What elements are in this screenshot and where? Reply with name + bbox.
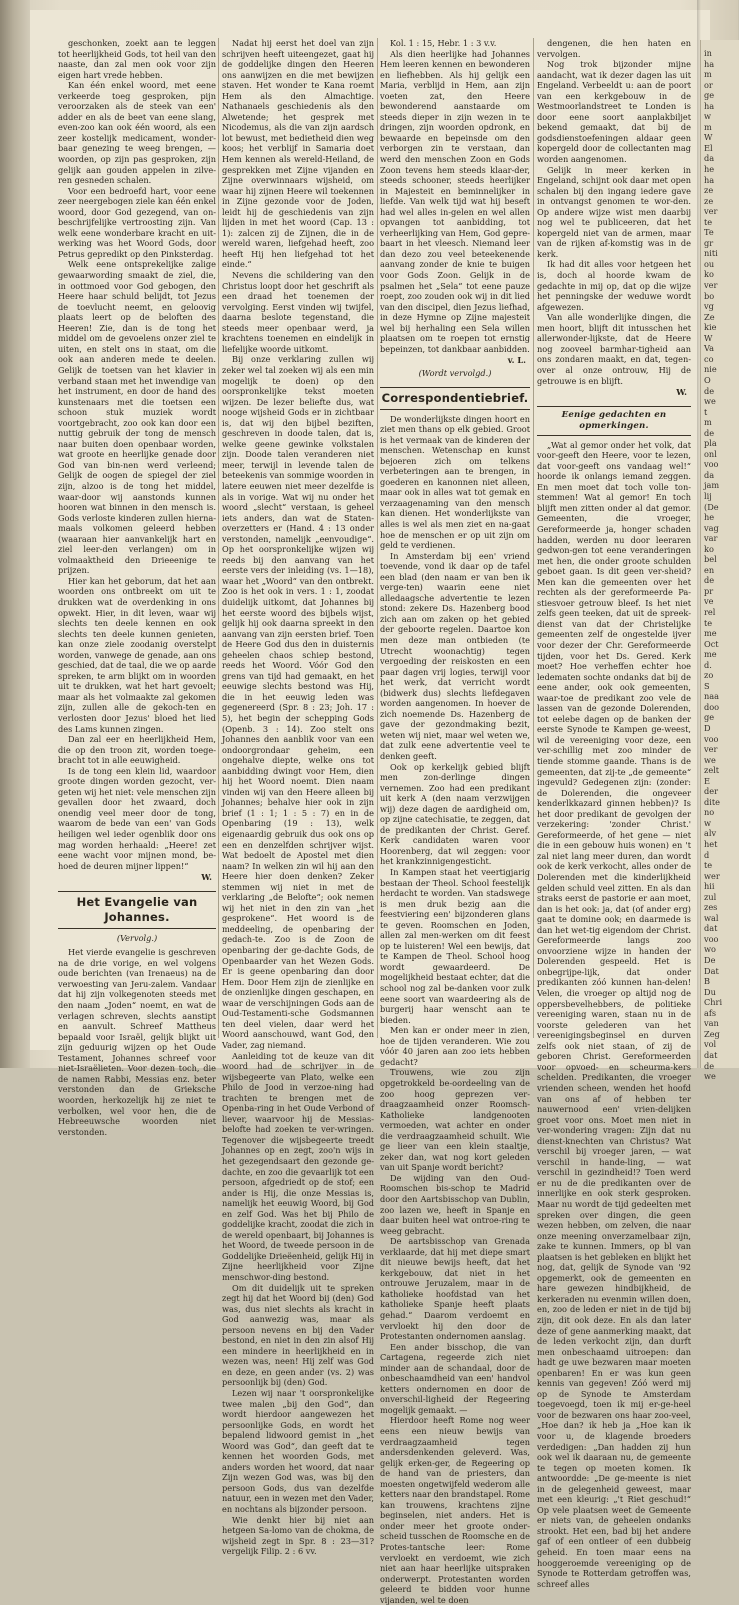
column-3-body-2 [380,414,530,1605]
column-1-body [58,38,216,871]
paragraph: In Amsterdam bij een' vriend toevende, vond ik daar op de tafel een blad (den naam er van ben ik verge-ten) waarin eene niet alledaagsche advertentie te lezen stond: zekere Ds. Hazenberg bood zich aan om zaken op het gebied der geboorte regelen. Daartoe kon men deze man ontbieden (te Utrecht woonachtig) tegen vergoeding der reiskosten en een paar dagen vrij logies, terwijl voor het werk, dat verricht wordt (bidwerk dus) slechts liefdegaven worden aangenomen. In hoever de zich noemende Ds. Hazenberg de gave der gezondmaking bezit, weten wij niet, maar wel weten we, dat zulk eene advertentie veel te denken geeft. [380,551,530,762]
paragraph: Is de tong een klein lid, waardoor groote dingen worden gezocht, ver-geten wij het niet: vele menschen zijn gevallen door het zwaard, doch onendig veel meer door de tong, waarom de bede van een' van Gods heiligen wel ieder ogenblik door ons mag worden herhaald: „Heere! zet eene wacht voor mijnen mond, be-hoed de deuren mijner lippen!“ [58,766,216,871]
paragraph: Aanleiding tot de keuze van dit woord had de schrijver in de wijsbegeerte van Plato, welke een Philo de Jood in verzoe-ning had trachten te brengen met de Openba-ring in het Oude Verbond of liever, waarvoor hij de Messias-belofte had zoeken te ver-wringen. Tegenover die wijsbegeerte treedt Johannes op en zegt, zoo'n wijs in het gezegendsaart den gezonde ge-dachte, en zoo die gevaarlijk tot een persoon, afgedriedt op de stof; een ander is Hij, die onze Messias is, namelijk het eeuwig Woord, bij God en zelf God. Was het bij Philo de goddelijke kracht, zoodat die zich in de wereld openbaart, bij Johannes is het Woord, de tweede persoon in de Goddelijke Drieëenheid, gelijk Hij in Zijne heerlijkheid voor Zijne menschwor-ding bestond. [222,1051,374,1283]
column-rule [377,38,378,1038]
article-heading: Correspondentiebrief. [380,387,530,410]
paragraph: Men kan er onder meer in zien, hoe de tijden veranderen. Wie zou vóór 40 jaren aan zoo iets hebben gedacht? [380,1025,530,1067]
adjacent-page-text: in ha m or ge ha w m W El da he ha ze ze ver te Te gr niti ou ko ver bo vg Ze kie W Va co nie O de we t m de pla onl voo da jam lij (De he vag var ko bel en de pr ve rel te me Oct me d. zo S naa doo ge D voo ver we zelt E der dite no w alv het d te wer hii zul zes wal dat voo wo De Dat B Du Chri afs van Zeg vol dat de we [704,48,734,1082]
paragraph: Om dit duidelijk uit te spreken zegt hij dat het Woord bij (den) God was, dus niet slechts als kracht in God aanwezig was, maar als persoon nevens en bij den Vader bestond, en niet in den zin alsof Hij een mindere in heerlijkheid en in wezen was, neen! Hij zelf was God en deze, en geen ander (vs. 2) was persoonlijk bij (den) God. [222,1283,374,1388]
paragraph: Kol. 1 : 15, Hebr. 1 : 3 v.v. [380,38,530,49]
article-heading: Het Evangelie van Johannes. [58,891,216,929]
paragraph: Hier kan het geborum, dat het aan woorden ons ontbreekt om uit te drukken wat de overdenking in ons opwekt. Hier, in dit leven, waar wij slechts ten deele kennen en ook slechts ten deele kunnen genieten, kan onze ziele zoodanig overstelpt worden, vanwege de genade, aan ons geschied, dat de taal, die we op aarde spreken, te arm blijkt om in woorden uit te drukken, wat het hart gevoelt; maar als het volmaakte zal gekomen zijn, zullen alle de gekoch-ten en verlosten door Jezus' bloed het lied des Lams kunnen zingen. [58,576,216,734]
paragraph: „Wat al gemor onder het volk, dat voor-geeft den Heere, voor te lezen, dat voor-geeft ons vandaag wel!“ hoorde ik onlangs iemand zeggen. En men moet dat toch volle ton-stemmen! Wat al gemor! En toch blijft men zitten onder al dat gemor. Gemeenten, die vroeger, Gereformeerde ja, honger schaden hadden, werden nu door leeraren gedwon-gen tot eene veranderingen met hen, die onder groote schulden geboet gaan. Is dit geen ver-sheid? Men kan die gemeenten over het rechten als der gereformeerde Pa-stiesvoer getrouw bleef. Is het niet zelfs geen teeken, dat uit de spreek-dienst van dat der Christelijke gemeenten zelf de ongestelde ijver voor dezer der Chr. Gereformeerde tijden, voor het Ds. Gered. Kerk moet? Hoe verheffen echter hoe ledematen sochte ondanks dat bij de eene ander, ook ook gemeenten, waar-toe de predikant zoo vele de lassen van de gezonde Dolerenden, tot eelebe dagen op de banken der eerste Synode te Kampen ge-weest, wil de vereeniging voor deze, een ver-schillig met zoo minder de tiende stomme gaande. Thans is de gemeenten, dat zij-te „de gemeente“ ingevuld? Gedegenen zijn: (zonder: de Dolerenden, die ongeveer kenderlkkazard ginnen hebben)? Is het door predikant de gevolgen der verzekering: 'zonder Christ.' Gereformeerde, of het gene — niet die in een gebouw huis wonen) en 't zal niet lang meer duren, dan wordt ook de kerk verkocht, alles onder de Dolerenden met die kinderlijkheid gelden schuld veel zitten. En als dan straks eerst de pastorie er aan moet, dan is het ook: ja, dat (of ander erg) gaat te domine ook; en daarmede is dan het wet-tig eigendom der Christ. Gereformeerde langs zoo onvoorziene wijze in handen der Dolerenden gespeeld. Het is onbegrijpe-lijk, dat onder predikanten zóó kunnen han-delen! Velen, die vroeger op altijd nog de oppersbevelhebbers, de politieke vereeniging waren, staan nu in de voorste gelederen van het vereenigingsbeginsel en durven zelfs ook niet staan, of zij de geboren Christ. Gereformeerden voor opvoed- en scheurma-kers schelden. Predikanten, die vroeger vrienden scheen, wenden het hoofd van ons af of hebben ter nauwernood een' vrien-delijken groet voor ons. Moet men niet in ver-wondering vragen: Zijn dat nu dienst-knechten van Christus? Wat verschil bij vroeger jaren, — wat verschil in hande-ling, — wat verschil in gezindheid!? Toen werd er nu de die predikanten over de innerlijke en ook sterk gesproken. Maar nu wordt de tijd gedeelten met spreken over dingen, die geen wezen hebben, om zelven, die naar onze meening onverzamelbaar zijn, zake te kunnen. Immers, op bl van plaatsen is het gebleken en blijkt het nog, dat, gelijk de Synode van '92 opgemerkt, ook de gemeenten en hare gewezen hindbijkheid, de kerkeraden nu evenmin willen doen, en, zoo de leden er niet in de tijd bij zijn, dit ook deze. En als dan later deze of gene aanmerking maakt, dat de leden verkocht zijn, dan durft men onbeschaamd uitroepen: dan hadt ge uwe bezwaren maar moeten openbaren! En er was kun geen kennis van gegeven! Zóó werd mij op de Synode te Amsterdam toegevoegd, toen ik mij er-ge-heel voor de bezwaren ons haar zoo-veel, „Hoe dan? ik heb ja „Hoe kan ik voor u, de klagende broeders verdedigen: „Dan hadden zij hun ook wel ik daaraan nu, de gemeente te tegen op moeten komen. Ik antwoordde: „De ge-meente is niet in de gelegenheid geweest, maar met een kleurig: „'t Riet geschud!“ Op vele plaatsen weet de Gemeente er niets van, de geheelen ondanks strookt. Het een, bad bij het andere gaf of een ontleer of een dubbeig geheid. En toen maar eens na hooggeroemde vereeniging op de Synode te Rotterdam getroffen was, schreef alles [537,440,691,1590]
paragraph: Nadat hij eerst het doel van zijn schrijven heeft uiteengezet, gaat hij de goddelijke dingen den Heeren ons aanwijzen en die met bewijzen staven. Het wonder te Kana roemt Hem als den Almachtige. Nathanaels geschiedenis als den Alwetende; het gesprek met Nicodemus, als die van zijn aardsch lot bewust, met bedietheid dien weg koos; het verblijf in Samaria doet Hem kennen als wereld-Heiland, de gesprekken met Zijne vijanden en Zijne overwinnaars wijsheid, om waar hij zijnen Heere wil toekennen in Zijne gezonde voor de Joden, leidt hij de geschiedenis van zijn lijden in met het woord (Cap. 13 : 1): zalcen zij de Zijnen, die in de wereld waren, liefgehad heeft, zoo heeft Hij hen liefgehad tot het einde.“ [222,38,374,270]
paragraph: Ik had dit alles voor hetgeen het is, doch al hoorde kwam de gedachte in mij op, dat op die wijze het penningske der weduwe wordt afgewezen. [537,259,691,312]
column-2 [222,38,374,1038]
adjacent-page-edge [700,40,739,1068]
paragraph: geschonken, zoekt aan te leggen tot heerlijkheid Gods, tot heil van den naaste, dan zal men ook voor zijn eigen hart vrede hebben. [58,38,216,80]
article-signature: W. [537,387,691,398]
paragraph: Als dien heerlijke had Johannes Hem leeren kennen en bewonderen en liefhebben. Als hij gelijk een Maria, verblijd in Hem, aan zijn voeten zat, den Heere bewonderend aanstaarde om steeds dieper in zijn wezen in te dringen, zijn woorden opdronk, en bewaarde en bepeinsde om den verborgen zin te verstaan, dan werd den menschen Zoon en Gods Zoon tevens hem steeds klaar-der, steeds schooner, steeds heerlijker in Majesteit en beminnelijker in liefde. Van welk tijd wat hij beseft had wel alles in-gelen en wel allen opvangen tot aanbidding, tot verheerlijking van Hem, God gepre-baart in het vleesch. Niemand leer dan dezo zou veel beteekenende aanvang zonder de knie te buigen voor Gods Zoon. Gelijk in de psalmen het „Sela“ tot eene pauze roept, zoo zouden ook wij in dit lied van den discipel, dien Jezus liefhad, in deze Hymne op Zijne majesteit wel bij herhaling een Sela willen plaatsen om te roepen tot ernstig bepeinzen, tot dankbaar aanbidden. [380,49,530,355]
continued-note: (Vervolg.) [58,933,216,944]
to-be-continued-note: (Wordt vervolgd.) [380,368,530,379]
binding-gutter [0,0,30,1068]
paragraph: De aartsbisschop van Grenada verklaarde, dat hij met diepe smart dit nieuwe bewijs heeft, dat het kerkgebouw, dat niet in het ontrouwe Jeruzalem, maar in de katholieke hoofdstad van het katholieke Spanje heeft plaats gehad.“ Daarom verdoemt en vervloekt hij den door de Protestanten ondernomen aanslag. [380,1236,530,1341]
paragraph: Wie denkt hier bij niet aan hetgeen Sa-lomo van de chokma, de wijsheid zegt in Spr. 8 : 23—31? vergelijk Filip. 2 : 6 vv. [222,1515,374,1557]
column-3-body [380,38,530,354]
paragraph: Van alle wonderlijke dingen, die men hoort, blijft dit intusschen het allerwonder-lijkste, dat de Heere nog zooveel barmhar-tigheid aan ons zondaren maakt, en dat, tegen-over al onze ontrouw, Hij de getrouwe is en blijft. [537,312,691,386]
paragraph: Hierdoor heeft Rome nog weer eens een nieuw bewijs van verdraagzaamheid tegen andersdenkenden geleverd. Was, gelijk erken-ger, de Regeering op de hand van de priesters, dan moesten ongetwijfeld wederom alle ketters naar den brandstapel. Rome kan trouwens, krachtens zijne beginselen, niet anders. Het is onder meer het groote onder-scheid tusschen de Roomsche en de Protes-tantsche leer: Rome vervloekt en verdoemt, wie zich niet aan haar heerlijke uitspraken onderwerpt. Protestanten worden geleerd te bidden voor hunne vijanden, wel te doen [380,1415,530,1605]
paragraph: Nog trok bijzonder mijne aandacht, wat ik dezer dagen las uit Engeland. Verbeeldt u: aan de poort van een kerkgebouw in de Westmoorlandstreet te Londen is door eene soort aanplakbiljet bekend gemaakt, dat bij de godsdienstoefeningen aldaar geen kopergeld door de collectanten mag worden aangenomen. [537,59,691,164]
article-heading: Eenige gedachten en opmerkingen. [537,406,691,436]
article-signature: W. [58,872,216,883]
article-signature: v. L. [380,355,530,366]
column-rule [533,38,534,1038]
paragraph: Het vierde evangelie is geschreven na de drie vorige, en wel volgens oude berichten (van Irenaeus) na de verwoesting van Jeru-zalem. Vandaar dat hij zijn volkegenoten steeds met den naam „Joden“ noemt, en wat de verlagen schreven, slechts aanstipt en aanvult. Schreef Mattheus bepaald voor Israël, gelijk blijkt uit zijn geduurig wijzen op het Oude Testament, Johannes schreef voor niet-Israëlieten. Voor dezen toch, die de namen Rabbi, Messias enz. beter verstonden dan de Grieksche woorden, herkozelijk hij ze niet te verbolken, wel voor hen, die de Hebreeuwsche woorden niet verstonden. [58,947,216,1137]
paragraph: Dan zal eer en heerlijkheid Hem, die op den troon zit, worden toege-bracht tot in alle eeuwigheid. [58,734,216,766]
column-3 [380,38,530,1038]
column-1-body-2 [58,947,216,1137]
paragraph: Gelijk in meer kerken in Engeland, schijnt ook daar met open schalen bij den ingang iedere gave in ontvangst genomen te wor-den. Op andere wijze wist men daarbij nog wel te publiceeren, dat het kopergeld niet van de armen, maar van de rijken af-komstig was in de kerk. [537,165,691,260]
paragraph: De wijding van den Oud-Roomschen bis-schop te Madrid door den Aartsbisschop van Dublin, zoo lazen we, heeft in Spanje en daar buiten heel wat ontroe-ring te weeg gebracht. [380,1173,530,1236]
paragraph: dengenen, die hen haten en vervolgen. [537,38,691,59]
column-2-body [222,38,374,1557]
paragraph: Een ander bisschop, die van Cartagena, regeerde zich niet minder aan de schandaal, door de onbeschaamdheid van een' handvol ketters ondernomen en door de onverschil-ligheid der Regeering mogelijk gemaakt. — [380,1342,530,1416]
column-rule [218,38,219,1038]
paragraph: Welk eene ontsprekelijke zalige gewaarwording smaakt de ziel, die, in oottmoed voor God gebogen, den Heere haar schuld belijdt, tot Jezus de toevlucht neemt, en geloovig plaats leert op de beloften des Heeren! Zie, dan is de tong het middel om de gevoelens onzer ziel te uiten, en stelt ons in staat, om die ook aan anderen mede te deelen. Gelijk de toetsen van het klavier in verband staan met het inwendige van het instrument, en door de hand des kunstenaars met die toetsen een schoon stuk muziek wordt voortgebracht, zoo ook kan door een nuttig gebruik der tong de mensch naar buiten doen openbaar worden, wat groote en heerlijke genade door God van bin-nen werd verleend; Gelijk de oogen de spiegel der ziel zijn, alzoo is de tong het middel, waar-door wij aanstonds kunnen hooren wat binnen in den mensch is. Gods verloste kinderen zullen hierna-maals volkomen geleerd hebben (waaraan hier aanvankelijk hart en ziel leer-den verlangen) om in volmaaktheid den Drieeenige te prijzen. [58,259,216,575]
paragraph: Bij onze verklaring zullen wij zeker wel tal zoeken wij als een min mogelijk te doen) op den oorspronkelijke tekst moeten wijzen. De lezer belieftе dus, wat nooge wijsheid Gods er in zichtbaar is, dat wij den bijbel beziften, geschreven in doode talen, dat is, welke geene gewinke volkstalen zijn. Doode talen veranderen niet meer, terwijl in levende talen de beteekenis van sommige woorden in latere eeuwen niet meer dezelfde is als in vorige. Wat wij nu onder het woord „slecht“ verstaan, is geheel iets anders, dan wat de Staten-overzetters er (Hand. 4 : 13 onder verstonden, namelijk „eenvoudige“. Op het oorspronkelijke wijzen wij reeds bij den aanvang van het eerste vers der inleiding (vs. 1—18), waar het „Woord“ van den ontbrekt. Zoo is het ook in vers. 1 : 1, zoodat duidelijk uitkomt, dat Johannes bij het eerste woord des bijbels wijst, gelijk hij ook daarna spreekt in den aanvang van zijn eersten brief. Toen de Heere God dus den in duisternis geheelen chaos schiep bestond, reeds het Woord. Vóór God den grens van tijd had gemaakt, en het eeuwige slechts bestond was Hij, die in het eeuwig leden was gegenereerd (Spr. 8 : 23; Joh. 17 : 5), het begin der schepping Gods (Openb. 3 : 14). Zoo stelt ons Johannes den aanblik voor van een ondoorgrondaar geheim, een ongehalve diepte, welke ons tot aanbidding dwingt voor Hem, dien hij het Woord noemt. Dien naam vinden wij van den Heere alleen bij Johannes; behalve hier ook in zijn brief (1 : 1; 1 : 5 : 7) en in de Openbaring (19 : 13), welk eigenaardig gebruik dus ook ons op een en denzelfden schrijver wijst. Wat bedoelt de Apostel met dien naam? In welken zin wil hij aan den Heere hier doen denken? Zeker stemmen wij niet in met de verklaring „de Belofte“; ook nemen wij het niet in den zin van „het gesprokene“. Het woord is de meddeeling, de openbaring der gedach-te. Zoo is de Zoon de openbaring der ge-dachte Gods, de Openbaarder van het Wezen Gods. Er is geene openbaring dan door Hem. Door Hem zijn de zienlijke en de onzienlijke dingen geschapen, en waar de verschijningen Gods aan de Oud-Testamenti-sche Godsmannen ten deel vielen, daar werd het Woord aanschouwd, want God, den Vader, zag niemand. [222,354,374,1050]
column-4-body [537,38,691,386]
paragraph: Nevens die schildering van den Christus loopt door het geschrift als een draad het toenemen der vervolging. Eerst vinden wij twijfel, daarna beslote tegenstand, die steeds meer openbaar werd, ja krachtens toenemen en eindelijk in liefelijke woorde uitkomt. [222,270,374,354]
column-1 [58,38,216,1038]
column-4 [537,38,691,1038]
paragraph: Lezen wij naar 't oorspronkelijke twee malen „bij den God“, dan wordt hierdoor aangewezen het persoonlijke Gods, en wordt het bepalend lidwoord gemist in „het Woord was God“, dan geeft dat te kennen het woorden Gods, met anders worden het woord, dat naar Zijn wezen God was, was bij den persoon Gods, dus van dezelfde natuur, een in wezen met den Vader, en nochtans als bijzonder persoon. [222,1388,374,1515]
paragraph: De wonderlijkste dingen hoort en ziet men thans op elk gebied. Groot is het vermaak van de kinderen der menschen. Wetenschap en kunst bejoeren zich om telkens verbeteringen aan te brengen, in goederen en kanonnen niet alleen, maar ook in alles wat tot gemak en verzaagenaming van den mensch kan dienen. Het wonderlijkste van alles is wel als men ziet en na-gaat hoe de menschen er op uit zijn om geld te verdienen. [380,414,530,551]
column-4-body-2 [537,440,691,1590]
paragraph: Voor een bedroefd hart, voor eene zeer neergebogen ziele kan één enkel woord, door God gezegend, van on-beschrijfelijke vertroosting zijn. Van welk eene wonderbare kracht en uit-werking was het Woord Gods, door Petrus gepredikt op den Pinksterdag. [58,186,216,260]
paragraph: Trouwens, wie zou zijn opgetrokkeld be-oordeeling van de zoo hoog geprezen ver-draagzaamheid onzer Roomsch-Katholieke landgenooten vermoeden, wat achter en onder die verdraagzaamheid schuilt. Wie ge lieer van een klein staaltje, zeker dan, wat nog kort geleden van uit Spanje wordt bericht? [380,1067,530,1172]
paragraph: Kan één enkel woord, met eene verkeerde toeg gesproken, pijn veroorzaken als de steek van een' adder en als de beet van eene slang, even-zoo kan ook één woord, als een zeer kostelijk medicament, wonder-baar genezing te weeg brengen, — woorden, op zijn pas gesproken, zijn gelijk aan gouden appelen in zilve-ren gesneden schalen. [58,80,216,185]
paragraph: In Kampen staat het veertigjarig bestaan der Theol. School feestelijk herdacht te worden. Van stadswege is men druk bezig aan die feestviering een' bijzonderen glans te geven. Roomschen en Joden, allen zal men-werken om dit feest op te luisteren! Wel een bewijs, dat te Kampen de Theol. School hoog wordt gewaardeerd. De mogelijkheid bestaat echter, dat die school nog zal be-danken voor zulk eene soort van waardeering als de burgerij haar wenscht aan te bieden. [380,867,530,1025]
paragraph: Ook op kerkelijk gebied blijft men zon-derlinge dingen vernemen. Zoo had een predikant uit kerk A (den naam verzwijgen wij) deze dagen de aardigheid om, op zijne catechisatie, te zeggen, dat de predikanten der Christ. Geref. Kerk candidaten waren voor Hoorenberg, dat wil zeggen: voor het krankzinnigengesticht. [380,762,530,867]
